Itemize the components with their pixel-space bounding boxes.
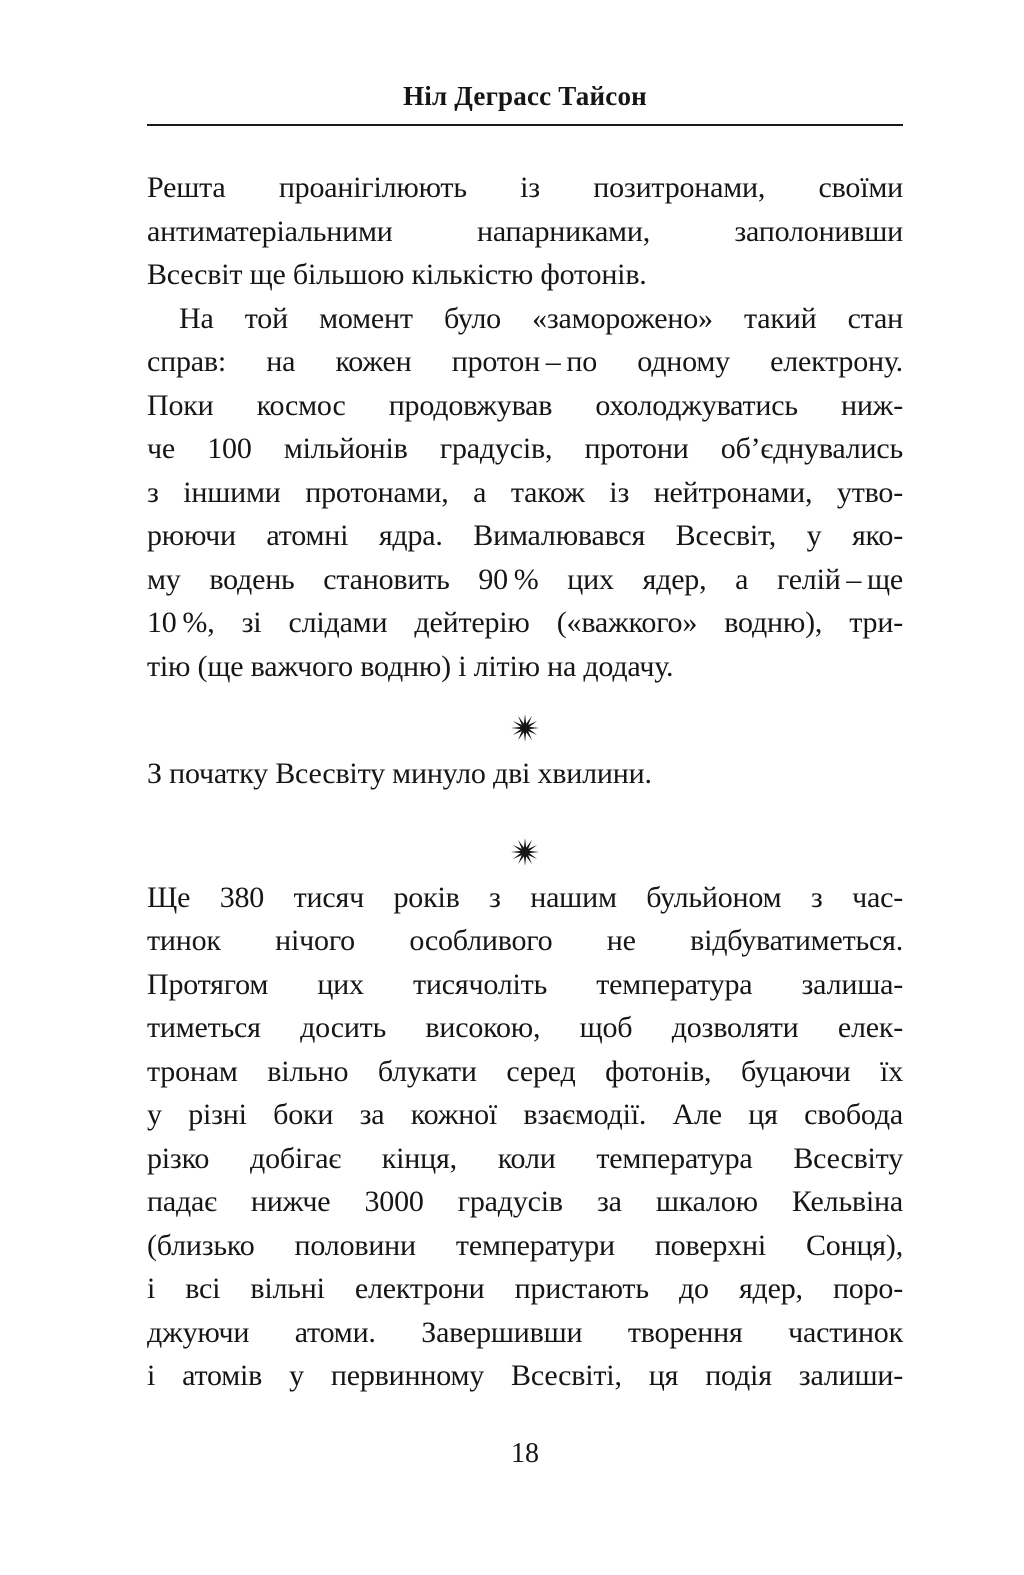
text-line: падає нижче 3000 градусів за шкалою Кельвіна	[147, 1185, 903, 1218]
text-column	[147, 0, 903, 1474]
text-line: джуючи атоми. Завершивши творення частинок	[147, 1315, 903, 1349]
text-line: Протягом цих тисячоліть температура залиша-	[147, 967, 903, 1001]
twelve-pointed-star-icon	[510, 837, 540, 867]
page-number: 18	[511, 1437, 539, 1469]
text-line: тію (ще важчого водню) і літію на додачу.	[147, 649, 674, 683]
text-line: рюючи атомні ядра. Вималювався Всесвіт, у яко-	[147, 519, 903, 552]
text-line: Ще 380 тисяч років з нашим бульйоном з час-	[147, 880, 903, 914]
paragraph	[147, 876, 903, 1398]
paragraph	[147, 297, 903, 689]
text-line: Всесвіт ще більшою кількістю фотонів.	[147, 258, 647, 291]
text-line: антиматеріальними напарниками, заполонивши	[147, 214, 903, 248]
paragraph	[147, 166, 903, 297]
header-rule	[147, 124, 903, 126]
text-line: у різні боки за кожної взаємодії. Але ця свобода	[147, 1098, 903, 1131]
section-divider	[147, 830, 903, 874]
text-line: тинок нічого особливого не відбуватиметься.	[147, 924, 903, 957]
text-line: З початку Всесвіту минуло дві хвилини.	[147, 757, 652, 790]
text-line: 10 %, зі слідами дейтерію («важкого» водню), три-	[147, 606, 903, 639]
text-line: тиметься досить високою, щоб дозволяти елек-	[147, 1011, 903, 1044]
text-line: справ: на кожен протон – по одному електрону.	[147, 345, 903, 378]
paragraph	[147, 752, 903, 796]
text-line: Решта проанігілюють із позитронами, своїми	[147, 171, 903, 204]
text-line: му водень становить 90 % цих ядер, а гелій – ще	[147, 562, 903, 596]
text-line: Поки космос продовжував охолоджуватись ниж-	[147, 388, 903, 422]
text-line: че 100 мільйонів градусів, протони об’єднувались	[147, 432, 903, 465]
text-line: (близько половини температури поверхні Сонця),	[147, 1228, 903, 1262]
text-line: і всі вільні електрони пристають до ядер, поро-	[147, 1272, 903, 1305]
text-line: і атомів у первинному Всесвіті, ця подія залиши-	[147, 1359, 903, 1392]
text-line: з іншими протонами, а також із нейтронами, утво-	[147, 475, 903, 509]
running-head: Ніл Деграсс Тайсон	[403, 81, 647, 111]
text-line: різко добігає кінця, коли температура Всесвіту	[147, 1141, 903, 1175]
twelve-pointed-star-icon	[510, 713, 540, 743]
section-divider	[147, 706, 903, 750]
text-line: тронам вільно блукати серед фотонів, буцаючи їх	[147, 1054, 903, 1088]
text-line: На той момент було «заморожено» такий стан	[179, 301, 903, 335]
